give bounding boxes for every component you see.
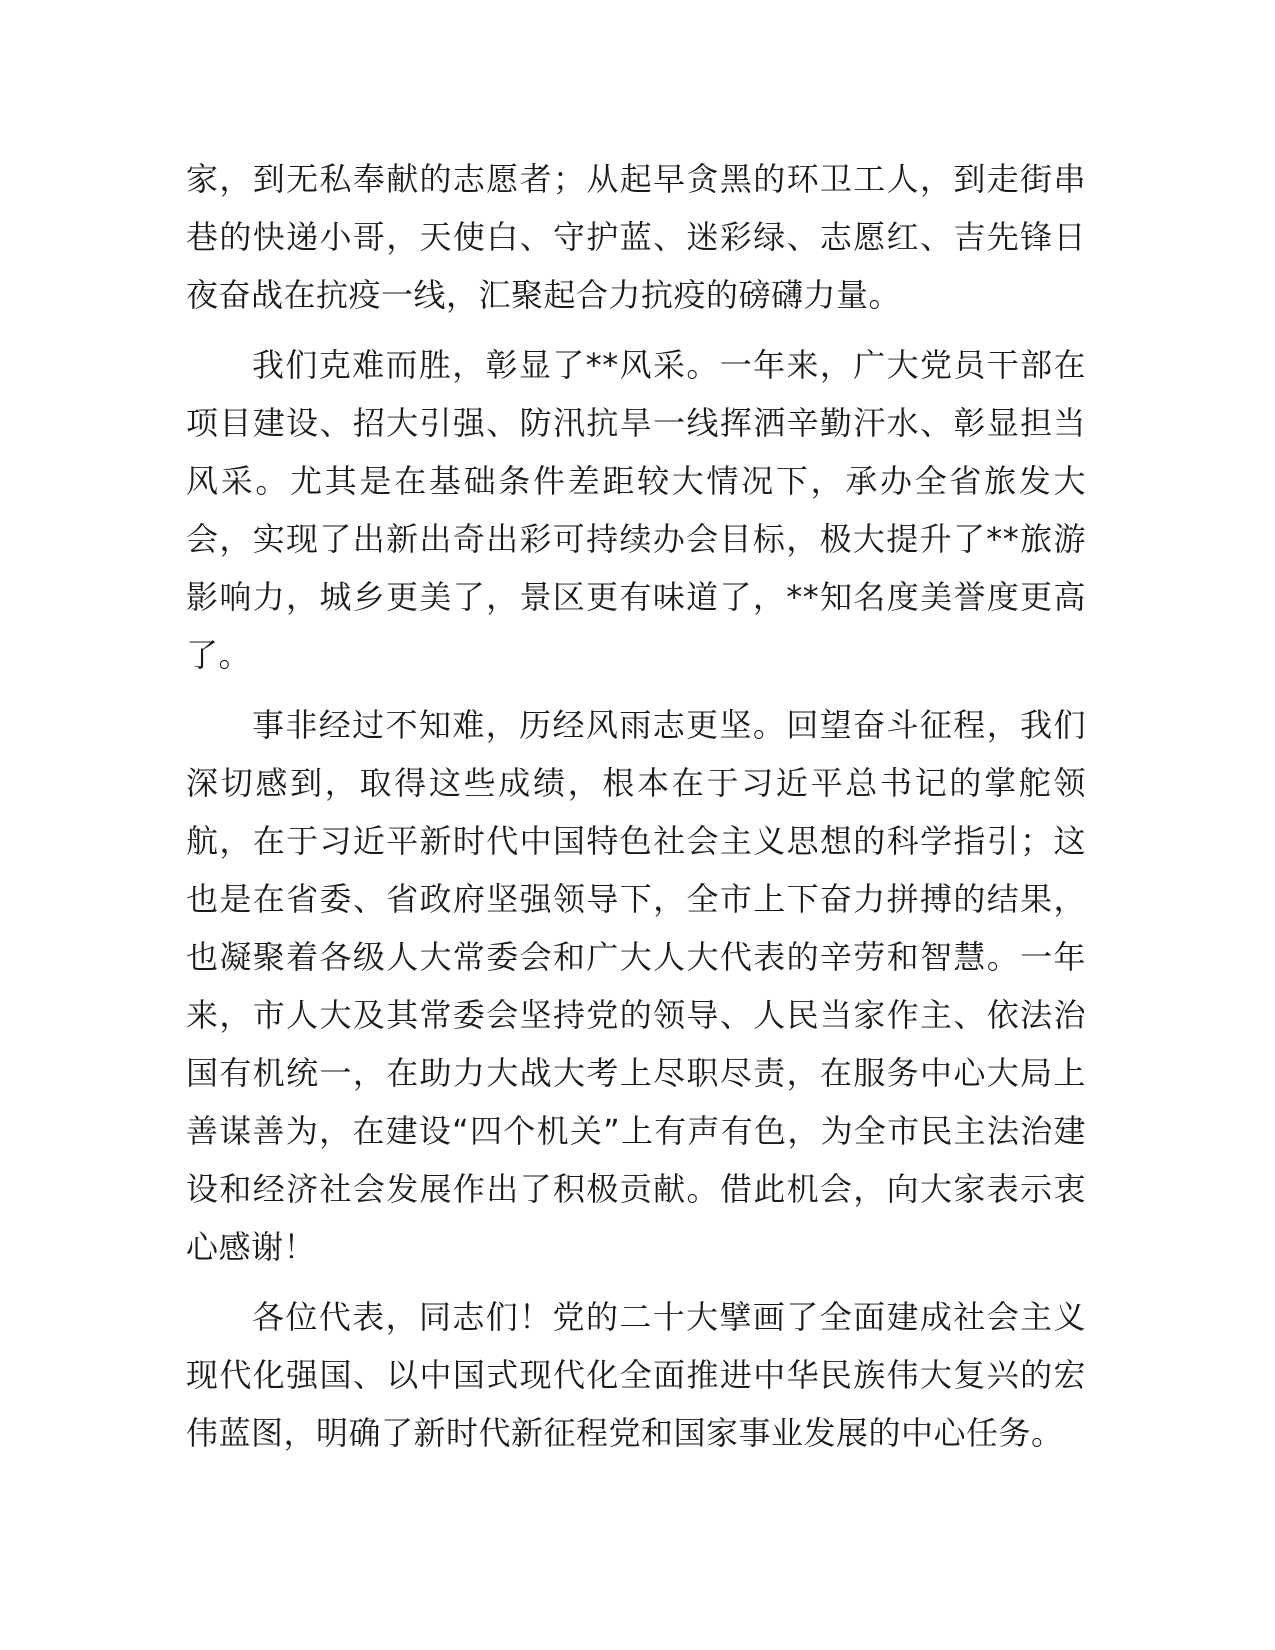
paragraph-2: 我们克难而胜，彰显了**风采。一年来，广大党员干部在项目建设、招大引强、防汛抗旱一线挥洒辛勤汗水、彰显担当风采。尤其是在基础条件差距较大情况下，承办全省旅发大会，实现了出新出奇出彩可持续办会目标，极大提升了**旅游影响力，城乡更美了，景区更有味道了，**知名度美誉度更高了。	[186, 346, 1086, 674]
paragraph-4: 各位代表，同志们！党的二十大擘画了全面建成社会主义现代化强国、以中国式现代化全面推进中华民族伟大复兴的宏伟蓝图，明确了新时代新征程党和国家事业发展的中心任务。	[186, 1298, 1086, 1452]
paragraph-3: 事非经过不知难，历经风雨志更坚。回望奋斗征程，我们深切感到，取得这些成绩，根本在于习近平总书记的掌舵领航，在于习近平新时代中国特色社会主义思想的科学指引；这也是在省委、省政府坚强领导下，全市上下奋力拼搏的结果，也凝聚着各级人大常委会和广大人大代表的辛劳和智慧。一年来，市人大及其常委会坚持党的领导、人民当家作主、依法治国有机统一，在助力大战大考上尽职尽责，在服务中心大局上善谋善为，在建设“四个机关”上有声有色，为全市民主法治建设和经济社会发展作出了积极贡献。借此机会，向大家表示衷心感谢！	[186, 706, 1086, 1266]
document-body	[186, 150, 1086, 1474]
paragraph-1: 家，到无私奉献的志愿者；从起早贪黑的环卫工人，到走街串巷的快递小哥，天使白、守护蓝、迷彩绿、志愿红、吉先锋日夜奋战在抗疫一线，汇聚起合力抗疫的磅礴力量。	[186, 160, 1086, 314]
